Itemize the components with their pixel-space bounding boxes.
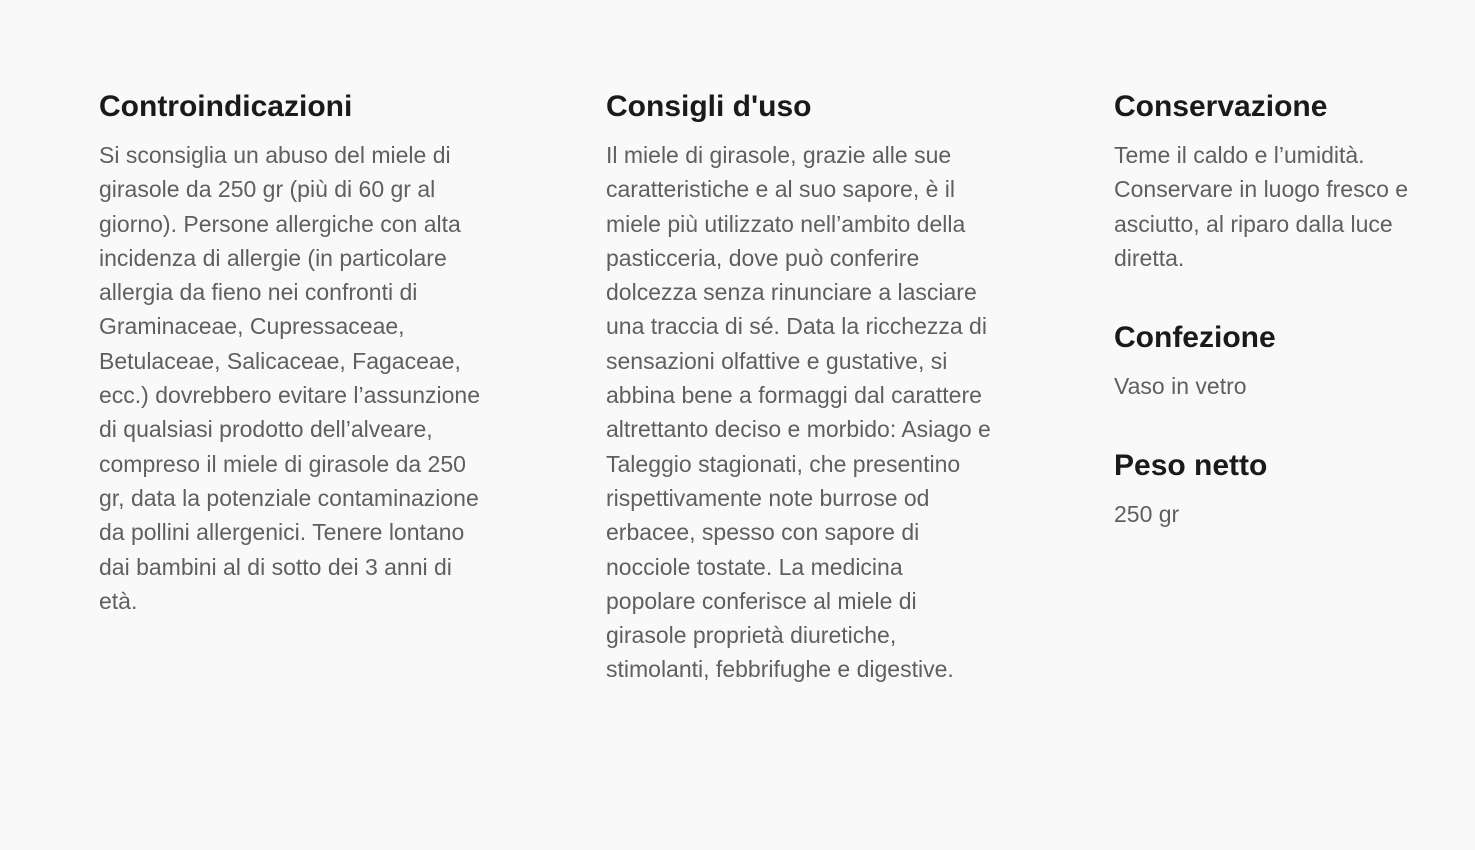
peso-netto-text: 250 gr	[1114, 501, 1180, 528]
consigli-uso-text: Il miele di girasole, grazie alle sue caratteristiche e al suo sapore, è il miele più utilizzato nell’ambito della pasticceria, dove può conferire dolcezza senza rinunciare a lasciare una traccia di sé. Data la ricchezza di sensazioni olfattive e gustative, si abbina bene a formaggi dal carattere altrettanto deciso e morbido: Asiago e Taleggio stagionati, che presentino rispettivamente note burrose od erbacee, spesso con sapore di nocciole tostate. La medicina popolare conferisce al miele di girasole proprietà diuretiche, stimolanti, febbrifughe e digestive.	[606, 142, 991, 683]
controindicazioni-heading: Controindicazioni	[99, 90, 353, 123]
section-peso-netto	[1114, 445, 1459, 531]
section-conservazione	[1114, 86, 1459, 275]
section-controindicazioni	[99, 86, 484, 618]
section-confezione	[1114, 317, 1459, 403]
conservazione-heading: Conservazione	[1114, 90, 1328, 123]
confezione-heading: Confezione	[1114, 321, 1276, 355]
confezione-text: Vaso in vetro	[1114, 373, 1247, 400]
controindicazioni-text: Si sconsiglia un abuso del miele di girasole da 250 gr (più di 60 gr al giorno). Persone allergiche con alta incidenza di allergie (in particolare allergia da fieno nei confronti di Graminaceae, Cupressaceae, Betulaceae, Salicaceae, Fagaceae, ecc.) dovrebbero evitare l’assunzione di qualsiasi prodotto dell’alveare, compreso il miele di girasole da 250 gr, data la potenziale contaminazione da pollini allergenici. Tenere lontano dai bambini al di sotto dei 3 anni di età.	[99, 142, 480, 614]
peso-netto-heading: Peso netto	[1114, 449, 1268, 483]
consigli-uso-heading: Consigli d'uso	[606, 90, 812, 123]
column-controindicazioni	[99, 86, 484, 618]
column-consigli	[606, 86, 996, 687]
conservazione-text: Teme il caldo e l’umidità. Conservare in luogo fresco e asciutto, al riparo dalla luce diretta.	[1114, 142, 1409, 271]
section-consigli-uso	[606, 86, 996, 687]
column-info	[1114, 86, 1459, 532]
